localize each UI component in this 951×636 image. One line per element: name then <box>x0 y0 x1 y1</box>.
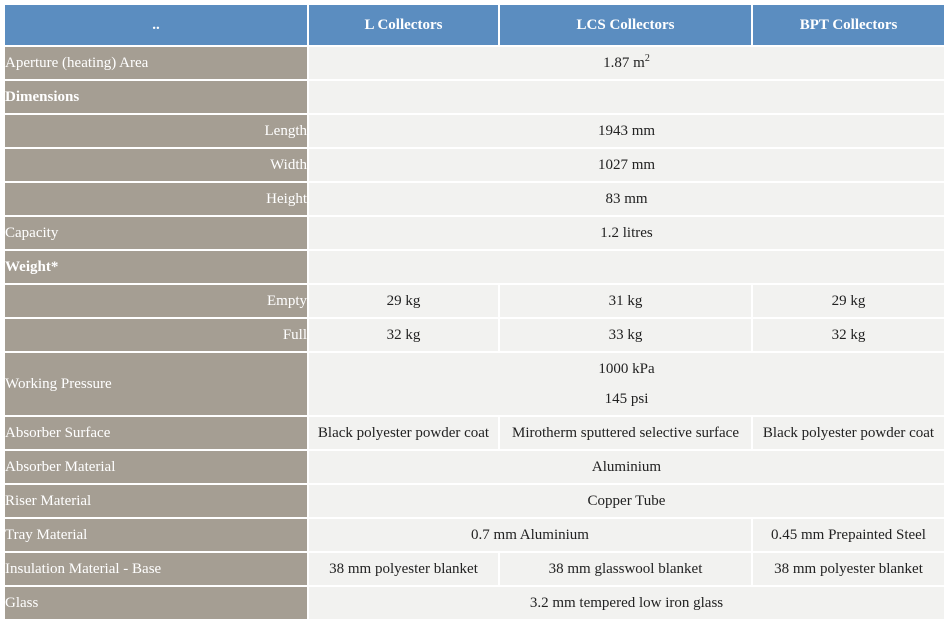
table-row <box>5 451 944 483</box>
row-label-absorber-material: Absorber Material <box>5 451 307 483</box>
table-row <box>5 587 944 619</box>
value-dimensions-empty <box>309 81 944 113</box>
value-aperture-text: 1.87 m <box>603 54 645 71</box>
table-row <box>5 519 944 551</box>
value-riser-material: Copper Tube <box>309 485 944 517</box>
value-empty-bpt: 29 kg <box>753 285 944 317</box>
table-row <box>5 353 944 415</box>
value-empty-l: 29 kg <box>309 285 498 317</box>
section-label-dimensions: Dimensions <box>5 81 307 113</box>
value-absorber-material: Aluminium <box>309 451 944 483</box>
table-row <box>5 183 944 215</box>
header-row <box>5 5 944 45</box>
value-full-lcs: 33 kg <box>500 319 751 351</box>
row-label-aperture: Aperture (heating) Area <box>5 47 307 79</box>
table-row <box>5 115 944 147</box>
value-aperture-exponent: 2 <box>644 52 650 64</box>
table-row <box>5 149 944 181</box>
value-absorber-surface-bpt: Black polyester powder coat <box>753 417 944 449</box>
value-height: 83 mm <box>309 183 944 215</box>
table-row <box>5 285 944 317</box>
value-pressure-kpa: 1000 kPa <box>598 361 655 377</box>
row-label-width: Width <box>5 149 307 181</box>
row-label-tray-material: Tray Material <box>5 519 307 551</box>
row-label-capacity: Capacity <box>5 217 307 249</box>
value-full-bpt: 32 kg <box>753 319 944 351</box>
header-corner: .. <box>5 5 307 45</box>
table-row <box>5 485 944 517</box>
value-working-pressure <box>309 353 944 415</box>
row-label-working-pressure: Working Pressure <box>5 353 307 415</box>
value-insulation-bpt: 38 mm polyester blanket <box>753 553 944 585</box>
value-glass: 3.2 mm tempered low iron glass <box>309 587 944 619</box>
row-label-length: Length <box>5 115 307 147</box>
collector-spec-table <box>3 3 946 621</box>
value-capacity: 1.2 litres <box>309 217 944 249</box>
value-aperture <box>309 47 944 79</box>
value-length: 1943 mm <box>309 115 944 147</box>
table-row <box>5 417 944 449</box>
header-lcs-collectors: LCS Collectors <box>500 5 751 45</box>
value-width: 1027 mm <box>309 149 944 181</box>
row-label-riser-material: Riser Material <box>5 485 307 517</box>
value-weight-empty <box>309 251 944 283</box>
table-row <box>5 553 944 585</box>
section-label-weight: Weight* <box>5 251 307 283</box>
table-row <box>5 319 944 351</box>
row-label-height: Height <box>5 183 307 215</box>
value-tray-material-l-lcs: 0.7 mm Aluminium <box>309 519 751 551</box>
value-full-l: 32 kg <box>309 319 498 351</box>
header-bpt-collectors: BPT Collectors <box>753 5 944 45</box>
row-label-absorber-surface: Absorber Surface <box>5 417 307 449</box>
value-insulation-l: 38 mm polyester blanket <box>309 553 498 585</box>
row-label-glass: Glass <box>5 587 307 619</box>
value-empty-lcs: 31 kg <box>500 285 751 317</box>
value-absorber-surface-l: Black polyester powder coat <box>309 417 498 449</box>
row-label-full: Full <box>5 319 307 351</box>
value-insulation-lcs: 38 mm glasswool blanket <box>500 553 751 585</box>
value-absorber-surface-lcs: Mirotherm sputtered selective surface <box>500 417 751 449</box>
table-row <box>5 217 944 249</box>
header-l-collectors: L Collectors <box>309 5 498 45</box>
value-pressure-psi: 145 psi <box>604 391 649 407</box>
table-row <box>5 47 944 79</box>
row-label-empty: Empty <box>5 285 307 317</box>
value-tray-material-bpt: 0.45 mm Prepainted Steel <box>753 519 944 551</box>
table-row <box>5 81 944 113</box>
row-label-insulation: Insulation Material - Base <box>5 553 307 585</box>
table-row <box>5 251 944 283</box>
